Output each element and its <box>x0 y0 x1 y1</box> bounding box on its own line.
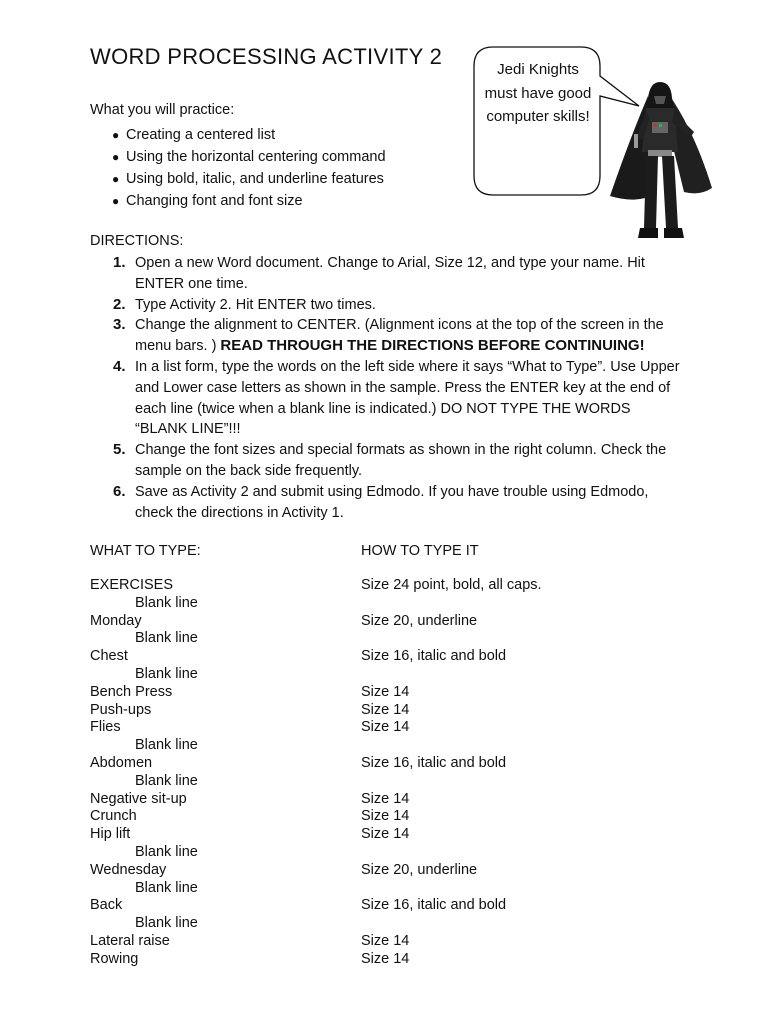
direction-step <box>108 315 683 357</box>
step-text: Change the font sizes and special formats as shown in the right column. Check the sample on the back side frequently. <box>135 442 667 479</box>
table-row <box>90 791 690 809</box>
how-to-type-cell: Size 16, italic and bold <box>361 648 507 665</box>
table-row <box>90 719 690 737</box>
bullet-icon: ● <box>112 128 120 142</box>
what-to-type-cell: Blank line <box>135 665 198 682</box>
practice-item <box>112 146 386 168</box>
table-row <box>90 613 690 631</box>
how-to-type-cell: Size 16, italic and bold <box>361 754 507 771</box>
what-to-type-cell: Push-ups <box>90 701 152 718</box>
step-number: 3. <box>113 316 126 334</box>
step-text: Change the alignment to CENTER. (Alignment icons at the top of the screen in the menu bars. ) <box>135 317 664 355</box>
blank-line-row <box>90 915 690 933</box>
blank-line-row <box>90 737 690 755</box>
table-row <box>90 897 690 915</box>
how-to-type-cell: Size 14 <box>361 932 410 949</box>
direction-step <box>108 357 683 440</box>
practice-item-text: Using the horizontal centering command <box>126 149 386 165</box>
step-number: 1. <box>113 254 126 271</box>
blank-line-row <box>90 844 690 862</box>
speech-bubble-text: Jedi Knights must have good computer skills! <box>484 61 592 125</box>
darth-vader-illustration <box>600 78 718 244</box>
direction-step <box>108 440 683 482</box>
step-number: 6. <box>113 482 126 500</box>
what-to-type-header: WHAT TO TYPE: <box>90 543 201 559</box>
what-to-type-cell: Wednesday <box>90 861 167 878</box>
what-to-type-cell: Flies <box>90 719 121 736</box>
exercise-table <box>90 577 690 969</box>
practice-item-text: Using bold, italic, and underline features <box>126 171 384 187</box>
what-to-type-cell: Abdomen <box>90 754 153 771</box>
how-to-type-cell: Size 14 <box>361 683 410 700</box>
how-to-type-cell: Size 24 point, bold, all caps. <box>361 577 542 593</box>
bullet-icon: ● <box>112 172 120 186</box>
what-to-type-cell: Monday <box>90 612 142 629</box>
speech-bubble <box>473 46 601 196</box>
what-to-type-cell: Blank line <box>135 879 198 896</box>
what-to-type-cell: EXERCISES <box>90 577 173 593</box>
practice-item-text: Creating a centered list <box>126 127 276 143</box>
step-text: In a list form, type the words on the left side where it says “What to Type”. Use Upper and Lower case letters as shown in the sample. Press the ENTER key at the end of each line (twice when a blank line is indicated.) DO NOT TYPE THE WORDS “BLANK LINE”!!! <box>135 358 680 438</box>
table-row <box>90 951 690 969</box>
step-number: 5. <box>113 441 126 459</box>
how-to-type-cell: Size 14 <box>361 826 410 843</box>
what-to-type-cell: Blank line <box>135 737 198 754</box>
what-to-type-cell: Bench Press <box>90 683 173 700</box>
bullet-icon: ● <box>112 194 120 208</box>
what-to-type-cell: Blank line <box>135 630 198 647</box>
table-row <box>90 755 690 773</box>
what-to-type-cell: Hip lift <box>90 826 131 843</box>
practice-item <box>112 190 386 212</box>
what-to-type-cell: Chest <box>90 648 128 665</box>
how-to-type-cell: Size 14 <box>361 719 410 736</box>
how-to-type-header: HOW TO TYPE IT <box>361 543 479 559</box>
table-row <box>90 648 690 666</box>
step-emphasis: READ THROUGH THE DIRECTIONS BEFORE CONTINUING! <box>220 337 645 355</box>
table-row <box>90 862 690 880</box>
table-row <box>90 577 690 595</box>
table-row <box>90 826 690 844</box>
table-row <box>90 702 690 720</box>
what-to-type-cell: Lateral raise <box>90 932 170 949</box>
practice-item-text: Changing font and font size <box>126 193 303 209</box>
how-to-type-cell: Size 20, underline <box>361 861 478 878</box>
step-text: Open a new Word document. Change to Arial, Size 12, and type your name. Hit ENTER one time. <box>135 255 645 292</box>
what-to-type-cell: Negative sit-up <box>90 790 187 807</box>
blank-line-row <box>90 630 690 648</box>
page-title: WORD PROCESSING ACTIVITY 2 <box>90 44 443 69</box>
practice-item <box>112 168 386 190</box>
what-to-type-cell: Crunch <box>90 808 137 825</box>
practice-item <box>112 124 386 146</box>
how-to-type-cell: Size 16, italic and bold <box>361 897 507 914</box>
blank-line-row <box>90 666 690 684</box>
direction-step <box>108 482 683 524</box>
blank-line-row <box>90 880 690 898</box>
how-to-type-cell: Size 14 <box>361 790 410 807</box>
how-to-type-cell: Size 14 <box>361 701 410 718</box>
what-to-type-cell: Blank line <box>135 843 198 860</box>
practice-list <box>112 124 386 212</box>
table-row <box>90 808 690 826</box>
what-to-type-cell: Blank line <box>135 594 198 611</box>
what-to-type-cell: Blank line <box>135 772 198 789</box>
direction-step <box>108 295 683 316</box>
bullet-icon: ● <box>112 150 120 164</box>
how-to-type-cell: Size 14 <box>361 950 410 967</box>
table-row <box>90 684 690 702</box>
what-to-type-cell: Blank line <box>135 915 198 932</box>
what-to-type-cell: Back <box>90 897 123 914</box>
what-to-type-cell: Rowing <box>90 950 139 967</box>
practice-heading: What you will practice: <box>90 102 235 118</box>
step-number: 4. <box>113 357 126 375</box>
direction-step <box>108 253 683 295</box>
step-text: Save as Activity 2 and submit using Edmodo. If you have trouble using Edmodo, check the directions in Activity 1. <box>135 483 649 521</box>
how-to-type-cell: Size 20, underline <box>361 612 478 629</box>
how-to-type-cell: Size 14 <box>361 808 410 825</box>
directions-list <box>108 253 683 523</box>
directions-heading: DIRECTIONS: <box>90 233 184 249</box>
blank-line-row <box>90 595 690 613</box>
step-number: 2. <box>113 295 126 313</box>
table-row <box>90 933 690 951</box>
step-text: Type Activity 2. Hit ENTER two times. <box>135 296 376 313</box>
blank-line-row <box>90 773 690 791</box>
